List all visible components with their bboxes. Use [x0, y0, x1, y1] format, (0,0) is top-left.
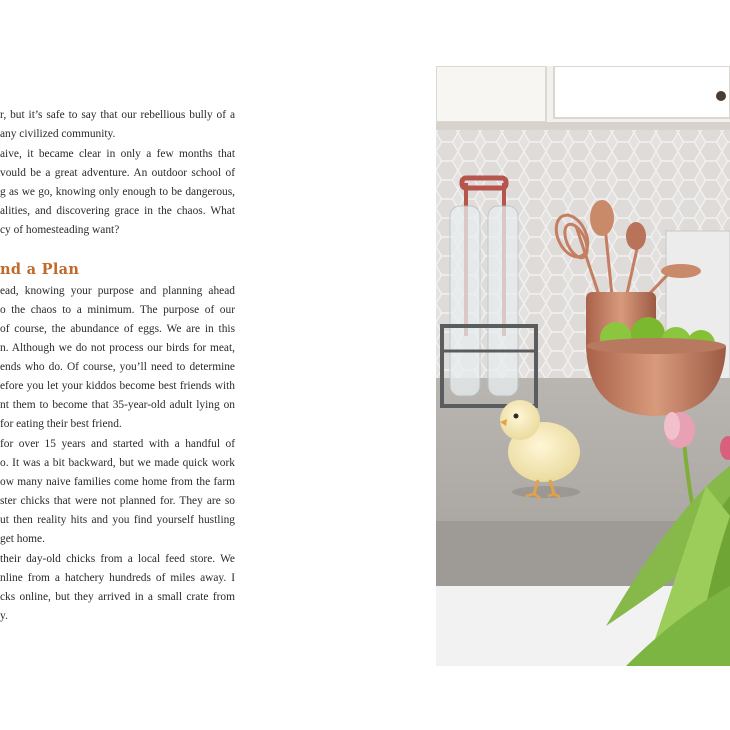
text-line: of course, the abundance of eggs. We are in this — [0, 323, 235, 335]
text-column — [0, 0, 236, 730]
text-line: nline from a hatchery hundreds of miles away. I — [0, 572, 235, 584]
text-line: r, but it’s safe to say that our rebellious bully of a — [0, 109, 235, 121]
text-line: ow many naive families come home from the farm — [0, 476, 235, 488]
text-line: ster chicks that were not planned for. They are so — [0, 495, 235, 507]
text-line: any civilized community. — [0, 128, 116, 140]
text-line: alities, and discovering grace in the chaos. What — [0, 205, 235, 217]
text-line: ends who do. Of course, you’ll need to determine — [0, 361, 235, 373]
text-line: g as we go, knowing only enough to be dangerous, — [0, 186, 235, 198]
text-line: ead, knowing your purpose and planning ahead — [0, 285, 235, 297]
section-heading: nd a Plan — [0, 261, 80, 278]
text-line: o the chaos to a minimum. The purpose of our — [0, 304, 235, 316]
text-line: get home. — [0, 533, 45, 545]
text-line: efore you let your kiddos become best friends with — [0, 380, 235, 392]
text-line: for over 15 years and started with a handful of — [0, 438, 235, 450]
text-line: n. Although we do not process our birds for meat, — [0, 342, 235, 354]
text-line: cy of homesteading want? — [0, 224, 120, 236]
text-line: ut then reality hits and you find yourself hustling — [0, 514, 235, 526]
text-line: y. — [0, 610, 8, 622]
text-line: cks online, but they arrived in a small crate from — [0, 591, 235, 603]
text-line: aive, it became clear in only a few months that — [0, 148, 235, 160]
text-line: nt them to become that 35-year-old adult lying on — [0, 399, 235, 411]
text-line: their day-old chicks from a local feed store. We — [0, 553, 235, 565]
text-line: for eating their best friend. — [0, 418, 122, 430]
kitchen-photo — [436, 66, 730, 666]
text-line: vould be a great adventure. An outdoor school of — [0, 167, 235, 179]
text-line: o. It was a bit backward, but we made quick work — [0, 457, 235, 469]
